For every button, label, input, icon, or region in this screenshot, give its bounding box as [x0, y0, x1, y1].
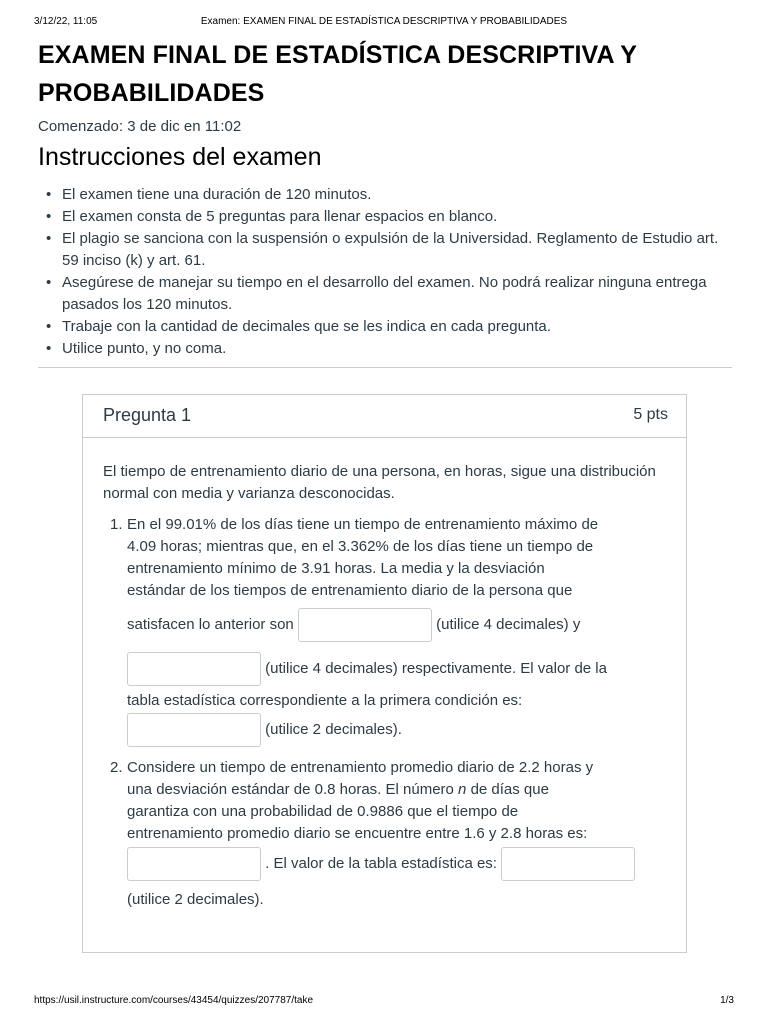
question-body: [103, 461, 673, 911]
item-text: (utilice 2 decimales).: [265, 721, 402, 738]
instruction-text: El examen tiene una duración de 120 minutos.: [62, 186, 372, 203]
item-text: una desviación estándar de 0.8 horas. El número: [127, 781, 454, 798]
item-text-line: En el 99.01% de los días tiene un tiempo de entrenamiento máximo de: [127, 516, 599, 533]
question-card: [82, 394, 687, 953]
item-text-line: 4.09 horas; mientras que, en el 3.362% de los días tiene un tiempo de: [127, 538, 594, 555]
bullet-icon: •: [46, 274, 52, 291]
instructions-list: [46, 184, 732, 360]
instruction-item: [46, 184, 732, 206]
bullet-icon: •: [46, 318, 52, 335]
question-item-2: [103, 757, 673, 911]
fill-row: [127, 608, 673, 642]
instructions-heading: Instrucciones del examen: [38, 143, 322, 171]
question-header: [83, 395, 686, 438]
question-items: [103, 514, 673, 911]
exam-title: EXAMEN FINAL DE ESTADÍSTICA DESCRIPTIVA Y PROBABILIDADES: [38, 41, 637, 107]
started-timestamp: Comenzado: 3 de dic en 11:02: [38, 118, 242, 135]
bullet-icon: •: [46, 208, 52, 225]
item-text: (utilice 4 decimales) respectivamente. El valor de la: [265, 660, 607, 677]
bullet-icon: •: [46, 186, 52, 203]
item-text-line: Considere un tiempo de entrenamiento promedio diario de 2.2 horas y: [127, 759, 594, 776]
question-item-1: [103, 514, 673, 747]
instruction-item: [46, 206, 732, 228]
fill-row: [127, 652, 673, 686]
item-text-line: tabla estadística correspondiente a la primera condición es:: [127, 692, 523, 709]
question-title: Pregunta 1: [103, 405, 192, 425]
instruction-text: Asegúrese de manejar su tiempo en el desarrollo del examen. No podrá realizar ninguna entrega pasados los 120 minutos.: [62, 274, 707, 313]
print-header: [0, 16, 768, 30]
question-points: 5 pts: [633, 406, 668, 423]
table-value-2-answer-input[interactable]: [501, 847, 635, 881]
section-divider: [38, 367, 732, 368]
instruction-text: Utilice punto, y no coma.: [62, 340, 227, 357]
variable-n: n: [458, 781, 467, 798]
item-text-line: estándar de los tiempos de entrenamiento diario de la persona que: [127, 582, 573, 599]
bullet-icon: •: [46, 340, 52, 357]
print-page-title: Examen: EXAMEN FINAL DE ESTADÍSTICA DESCRIPTIVA Y PROBABILIDADES: [200, 16, 568, 27]
item-text-line: entrenamiento promedio diario se encuentre entre 1.6 y 2.8 horas es:: [127, 825, 588, 842]
mean-answer-input[interactable]: [298, 608, 432, 642]
instruction-item: [46, 228, 732, 272]
instruction-text: Trabaje con la cantidad de decimales que se les indica en cada pregunta.: [62, 318, 551, 335]
item-text-line: garantiza con una probabilidad de 0.9886 que el tiempo de: [127, 803, 519, 820]
instruction-item: [46, 272, 732, 316]
fill-row: [127, 713, 673, 747]
item-text: (utilice 4 decimales) y: [436, 616, 581, 633]
std-dev-answer-input[interactable]: [127, 652, 261, 686]
item-number: 1.: [110, 516, 123, 533]
days-answer-input[interactable]: [127, 847, 261, 881]
print-date: 3/12/22, 11:05: [34, 16, 98, 27]
instruction-item: [46, 316, 732, 338]
instruction-text: El examen consta de 5 preguntas para llenar espacios en blanco.: [62, 208, 498, 225]
item-text: . El valor de la tabla estadística es:: [265, 855, 497, 872]
item-number: 2.: [110, 759, 123, 776]
item-text-line: [127, 779, 673, 801]
fill-row: [127, 847, 673, 881]
page-url: https://usil.instructure.com/courses/43454/quizzes/207787/take: [34, 995, 314, 1006]
question-intro: El tiempo de entrenamiento diario de una persona, en horas, sigue una distribución normal con media y varianza desconocidas.: [103, 463, 656, 502]
item-text-line: entrenamiento mínimo de 3.91 horas. La media y la desviación: [127, 560, 545, 577]
page-number: 1/3: [720, 995, 734, 1006]
instruction-item: [46, 338, 732, 360]
table-value-answer-input[interactable]: [127, 713, 261, 747]
item-text: satisfacen lo anterior son: [127, 616, 294, 633]
bullet-icon: •: [46, 230, 52, 247]
item-text-line: (utilice 2 decimales).: [127, 891, 264, 908]
instruction-text: El plagio se sanciona con la suspensión o expulsión de la Universidad. Reglamento de Estudio art. 59 inciso (k) y art. 61.: [62, 230, 719, 269]
item-text: de días que: [470, 781, 549, 798]
